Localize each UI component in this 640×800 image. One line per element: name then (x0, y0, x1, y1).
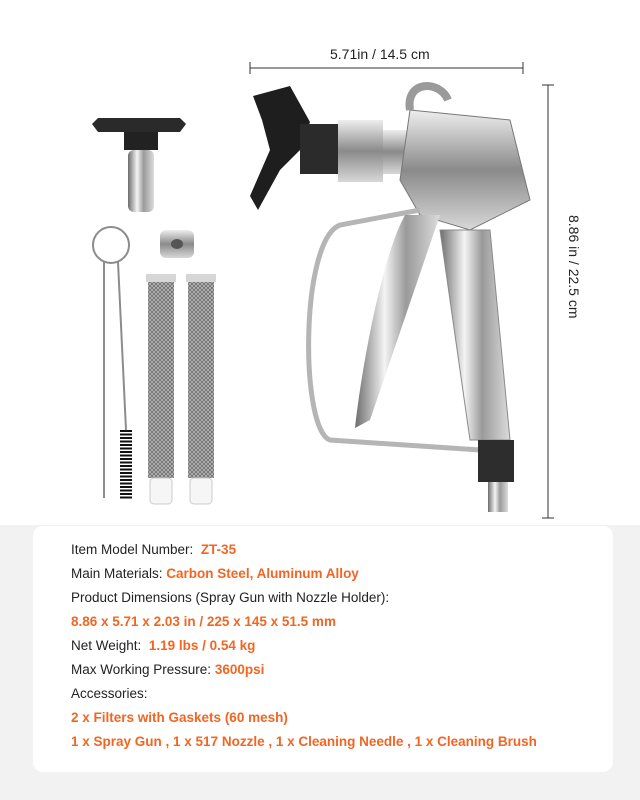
spec-value: 3600psi (214, 662, 265, 677)
spec-label: Product Dimensions (Spray Gun with Nozzle Holder): (71, 590, 390, 605)
height-dimension-label: 8.86 in / 22.5 cm (566, 215, 582, 319)
width-dimension-label: 5.71in / 14.5 cm (330, 46, 430, 62)
weight-row (71, 638, 255, 653)
height-dimension-line (542, 85, 554, 518)
mesh-filter (186, 274, 216, 504)
width-dimension-line (250, 62, 523, 74)
cleaning-brush (93, 227, 129, 500)
model-number-row (71, 542, 236, 557)
accessories-label: Accessories: (71, 686, 148, 701)
accessories-line-2: 1 x Spray Gun , 1 x 517 Nozzle , 1 x Cleaning Needle , 1 x Cleaning Brush (71, 734, 537, 749)
mesh-filter (146, 274, 176, 504)
spec-label: Net Weight: (71, 638, 142, 653)
spec-value: ZT-35 (200, 542, 237, 557)
filter-gasket (160, 230, 194, 258)
spec-label: Max Working Pressure: (71, 662, 212, 677)
spec-label: Item Model Number: (71, 542, 194, 557)
specifications-card (33, 526, 613, 772)
materials-row (71, 566, 359, 581)
airless-spray-gun (250, 86, 530, 512)
dimensions-value: 8.86 x 5.71 x 2.03 in / 225 x 145 x 51.5 mm (71, 614, 336, 629)
spec-value: 1.19 lbs / 0.54 kg (148, 638, 256, 653)
dimensions-row (71, 590, 389, 605)
pressure-row (71, 662, 264, 677)
spec-value: Carbon Steel, Aluminum Alloy (166, 566, 359, 581)
reversible-nozzle-tip (92, 118, 186, 212)
accessories-line-1: 2 x Filters with Gaskets (60 mesh) (71, 710, 288, 725)
spec-label: Main Materials: (71, 566, 163, 581)
